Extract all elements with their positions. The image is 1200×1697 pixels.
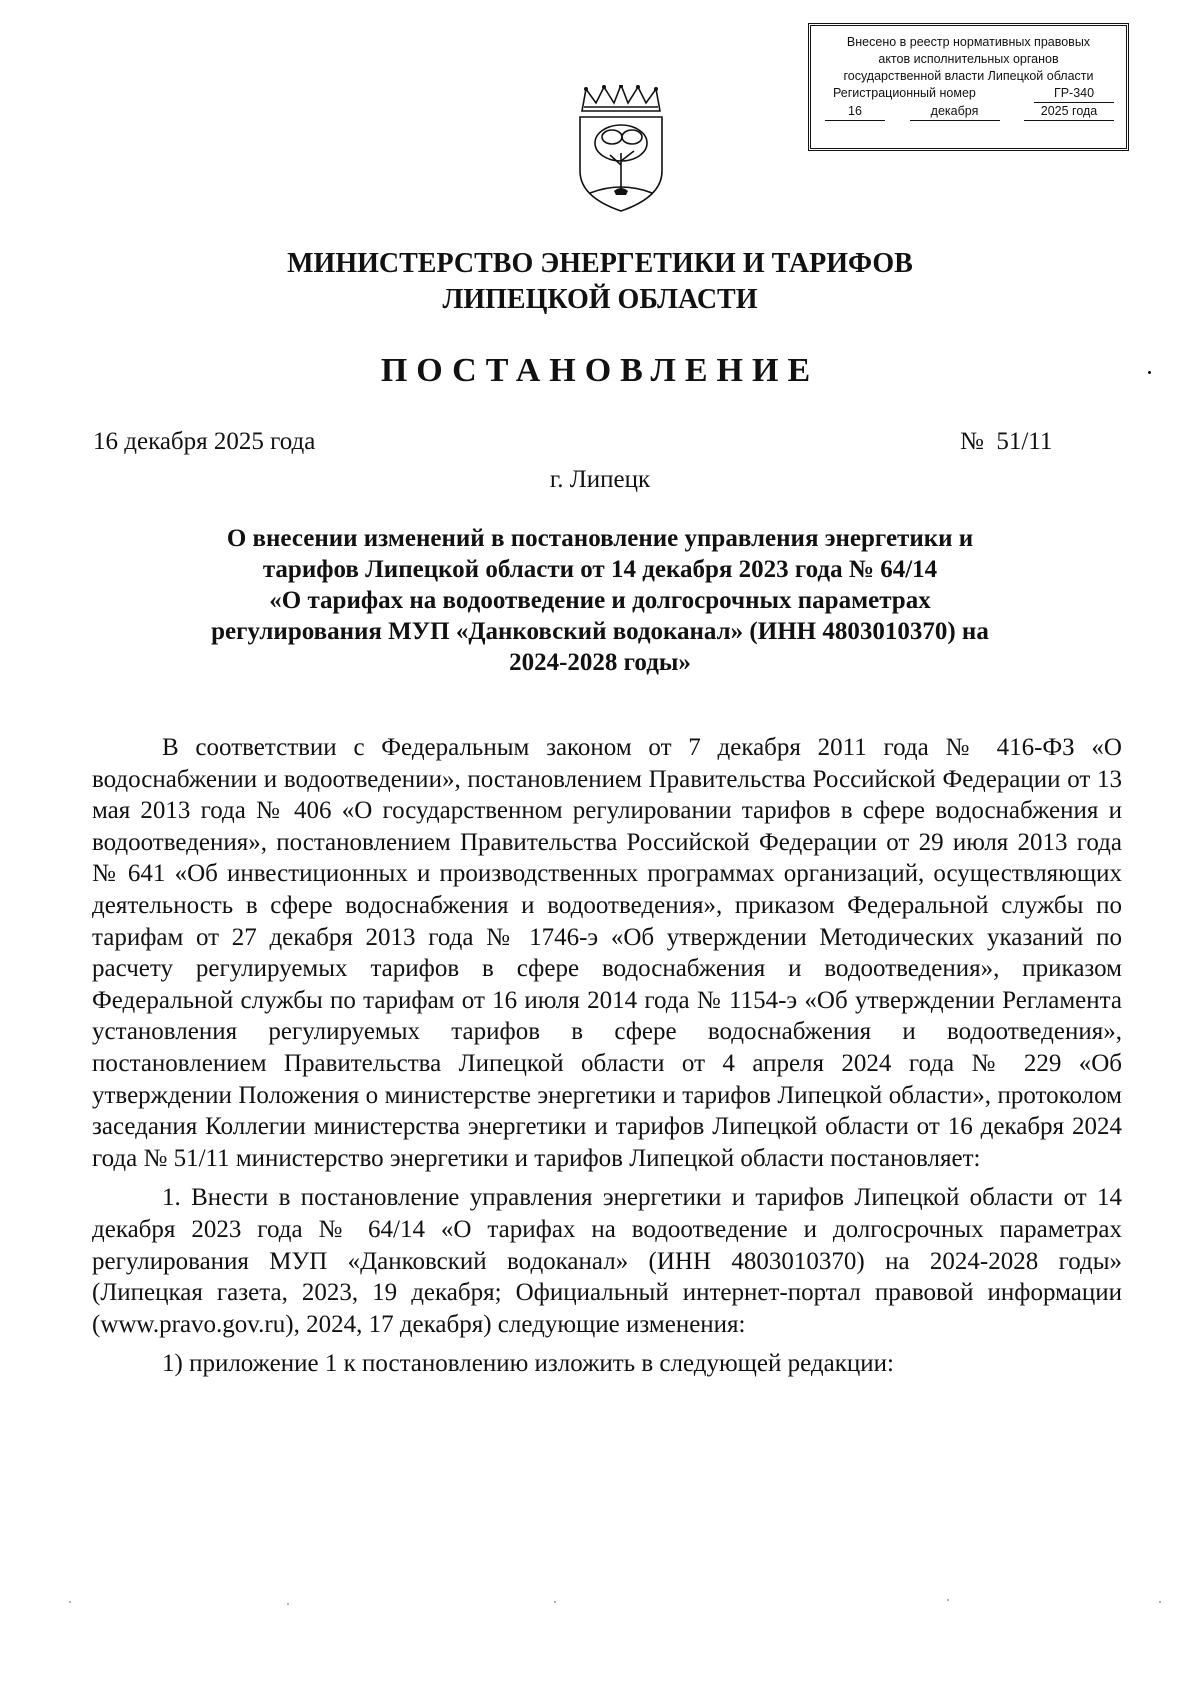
- stamp-line-2: актов исполнительных органов: [878, 52, 1059, 66]
- scan-speck: [1148, 371, 1151, 374]
- subject-line-4: регулирования МУП «Данковский водоканал» (ИНН 4803010370) на: [211, 618, 989, 645]
- document-city: г. Липецк: [549, 466, 651, 493]
- subject-line-3: «О тарифах на водоотведение и долгосрочных параметрах: [269, 587, 931, 614]
- registry-stamp: [808, 23, 1129, 151]
- subject-line-2: тарифов Липецкой области от 14 декабря 2023 года № 64/14: [262, 556, 938, 583]
- document-number: № 51/11: [960, 428, 1053, 455]
- document-date: 16 декабря 2025 года: [93, 428, 316, 455]
- stamp-line-1: Внесено в реестр нормативных правовых: [846, 35, 1091, 49]
- stamp-reg-row: [811, 85, 1126, 103]
- ministry-title-line-1: МИНИСТЕРСТВО ЭНЕРГЕТИКИ И ТАРИФОВ: [287, 248, 913, 279]
- stamp-year: 2025 года: [1024, 103, 1114, 121]
- lipetsk-coat-of-arms-icon: [574, 85, 668, 213]
- item-1-subitem-1: 1) приложение 1 к постановлению изложить в следующей редакции:: [162, 1350, 894, 1378]
- preamble-paragraph: В соответствии с Федеральным законом от 7 декабря 2011 года № 416-ФЗ «О водоснабжении и водоотведении», постановлением Правительства Российской Федерации от 13 мая 2013 года № 406 «О государственном регулировании тарифов в сфере водоснабжения и водоотведения», постановлением Правительства Российской Федерации от 29 июля 2013 года № 641 «Об инвестиционных и производственных программах организаций, осуществляющих деятельность в сфере водоснабжения и водоотведения», приказом Федеральной службы по тарифам от 27 декабря 2013 года № 1746-э «Об утверждении Методических указаний по расчету регулируемых тарифов в сфере водоснабжения и водоотведения», приказом Федеральной службы по тарифам от 16 июля 2014 года № 1154-э «Об утверждении Регламента установления регулируемых тарифов в сфере водоснабжения и водоотведения», постановлением Правительства Липецкой области от 4 апреля 2024 года № 229 «Об утверждении Положения о министерстве энергетики и тарифов Липецкой области», протоколом заседания Коллегии министерства энергетики и тарифов Липецкой области от 16 декабря 2024 года № 51/11 министерство энергетики и тарифов Липецкой области постановляет:: [92, 734, 1122, 1172]
- scan-specks: [0, 1590, 1200, 1620]
- document-subject: [120, 523, 1080, 678]
- stamp-day: 16: [825, 103, 885, 121]
- subject-line-5: 2024-2028 годы»: [509, 649, 691, 676]
- ministry-title: [0, 246, 1200, 318]
- document-body: [92, 732, 1122, 1380]
- stamp-reg-number: ГР-340: [1034, 85, 1114, 103]
- stamp-month: декабря: [910, 103, 1000, 121]
- ministry-title-line-2: ЛИПЕЦКОЙ ОБЛАСТИ: [442, 284, 758, 315]
- stamp-reg-label: Регистрационный номер: [833, 86, 976, 100]
- item-1-paragraph: 1. Внести в постановление управления энергетики и тарифов Липецкой области от 14 декабря 2023 года № 64/14 «О тарифах на водоотведение и долгосрочных параметрах регулирования МУП «Данковский водоканал» (ИНН 4803010370) на 2024-2028 годы» (Липецкая газета, 2023, 19 декабря; Официальный интернет-портал правовой информации (www.pravo.gov.ru), 2024, 17 декабря) следующие изменения:: [92, 1184, 1122, 1338]
- stamp-line-3: государственной власти Липецкой области: [843, 69, 1094, 83]
- subject-line-1: О внесении изменений в постановление управления энергетики и: [226, 525, 974, 552]
- document-type: ПОСТАНОВЛЕНИЕ: [380, 352, 820, 389]
- stamp-date-row: [811, 103, 1126, 121]
